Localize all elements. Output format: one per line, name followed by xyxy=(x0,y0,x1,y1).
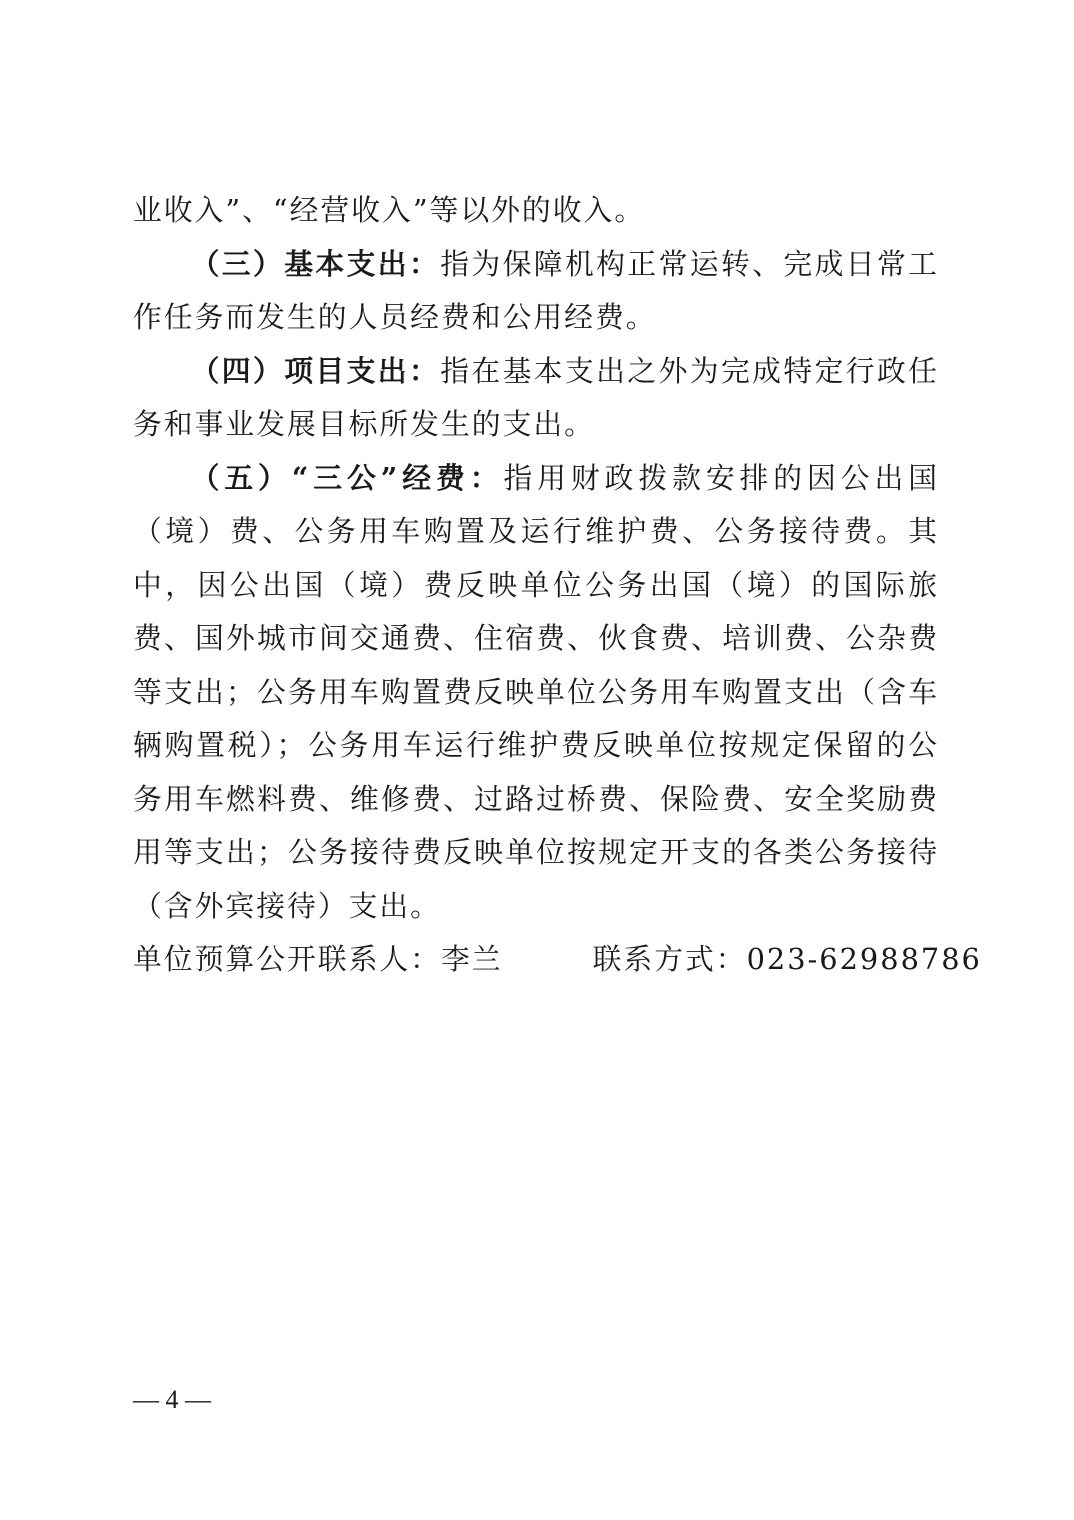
document-body xyxy=(133,184,982,987)
paragraph-text: 业收入”、“经营收入”等以外的收入。 xyxy=(133,193,646,227)
paragraph-text: 指在基本支出之外为完成特定行政任务和事业发展目标所发生的支出。 xyxy=(133,353,939,441)
term-basic-expenditure: （三）基本支出： xyxy=(190,246,441,281)
term-three-public-expenses: （五）“三公”经费： xyxy=(190,460,504,495)
term-project-expenditure: （四）项目支出： xyxy=(190,353,441,388)
contact-method-label: 联系方式： xyxy=(592,942,747,976)
contact-person-name: 李兰 xyxy=(440,942,503,976)
contact-line xyxy=(133,933,982,987)
paragraph-project-expenditure xyxy=(133,345,939,452)
paragraph-continuation xyxy=(133,184,939,238)
paragraph-text: 指用财政拨款安排的因公出国（境）费、公务用车购置及运行维护费、公务接待费。其中，因公出国（境）费反映单位公务出国（境）的国际旅费、国外城市间交通费、住宿费、伙食费、培训费、公杂费等支出；公务用车购置费反映单位公务用车购置支出（含车辆购置税）；公务用车运行维护费反映单位按规定保留的公务用车燃料费、维修费、过路过桥费、保险费、安全奖励费用等支出；公务接待费反映单位按规定开支的各类公务接待（含外宾接待）支出。 xyxy=(133,460,939,923)
contact-person-label: 单位预算公开联系人： xyxy=(133,942,441,976)
contact-phone-number: 023-62988786 xyxy=(746,942,982,976)
paragraph-text: 指为保障机构正常运转、完成日常工作任务而发生的人员经费和公用经费。 xyxy=(133,246,939,334)
page-number: — 4 — xyxy=(133,1385,211,1414)
paragraph-basic-expenditure xyxy=(133,238,939,345)
paragraph-three-public-expenses xyxy=(133,452,939,934)
